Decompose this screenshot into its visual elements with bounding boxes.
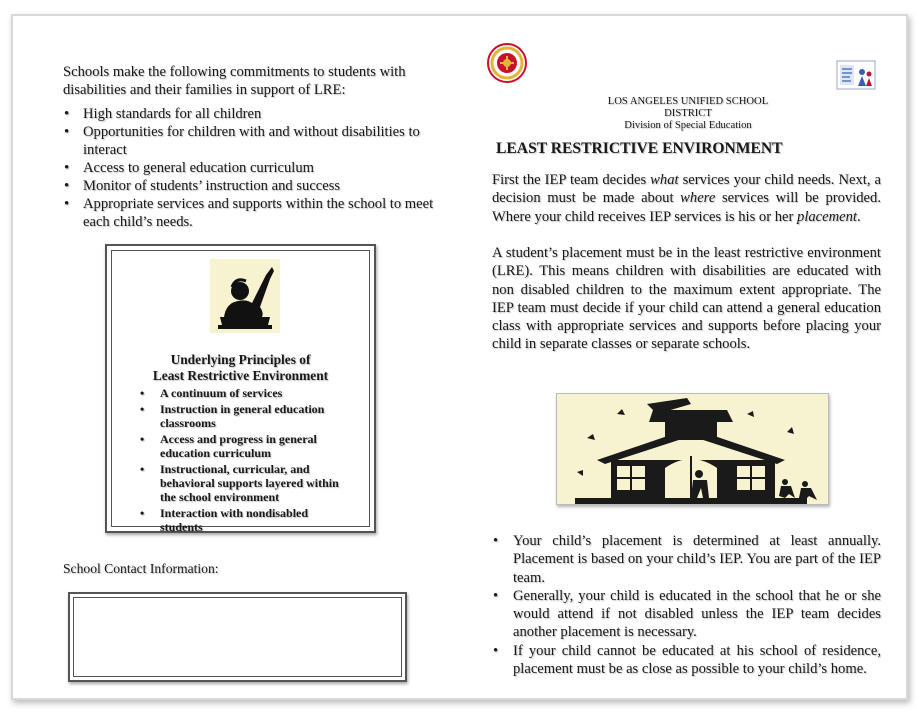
principles-list [138, 386, 353, 536]
principles-title-line: Underlying Principles of [170, 352, 311, 367]
text-run: services will be provided. Where your child receives IEP services is his or her [492, 190, 881, 225]
text-run: . [857, 208, 861, 225]
special-education-logo-icon [836, 60, 876, 90]
contact-info-inner-border [73, 597, 402, 677]
list-item: • Monitor of students’ instruction and success [63, 177, 453, 195]
principles-title [112, 352, 369, 384]
emphasis-what: what [650, 172, 679, 188]
text-run: services your child needs. Next, a decision must be made about [492, 172, 881, 207]
section-heading: LEAST RESTRICTIVE ENVIRONMENT [496, 140, 783, 157]
list-item: • Access and progress in general education curriculum [138, 432, 353, 461]
list-item: • Instructional, curricular, and behavioral supports layered within the school environment [138, 462, 353, 505]
district-seal-icon [487, 43, 527, 83]
emphasis-placement: placement [797, 208, 857, 225]
district-header [593, 96, 783, 132]
commitments-section [63, 63, 453, 231]
principles-box [105, 244, 376, 533]
placement-bullets [492, 532, 881, 678]
principles-inner-border [111, 250, 370, 535]
schoolhouse-icon [556, 393, 829, 505]
principles-title-line: Least Restrictive Environment [152, 368, 329, 383]
list-item: • Your child’s placement is determined at least annually. Placement is based on your child’s IEP. You are part of the IEP team. [492, 532, 881, 587]
contact-label: School Contact Information: [63, 561, 219, 576]
paragraph-lre-definition: A student’s placement must be in the least restrictive environment (LRE). This means children with disabilities are educated with non disabled children to the maximum extent appropriate. The IEP team must decide if your child can attend a general education class with appropriate services and supports before placing your child in separate classes or separate schools. [492, 245, 881, 353]
list-item: • High standards for all children [63, 105, 453, 123]
list-item: • Access to general education curriculum [63, 159, 453, 177]
list-item: • A continuum of services [138, 386, 353, 400]
student-raising-hand-icon [210, 259, 280, 333]
list-item: • Opportunities for children with and without disabilities to interact [63, 123, 453, 159]
contact-info-box [68, 592, 407, 682]
list-item: • Generally, your child is educated in the school that he or she would attend if not disabled unless the IEP team decides another placement is necessary. [492, 587, 881, 642]
paragraph-placement-intro [492, 171, 881, 226]
list-item: • If your child cannot be educated at his school of residence, placement must be as close as possible to your child’s home. [492, 642, 881, 679]
brochure-page [11, 14, 908, 700]
intro-text: Schools make the following commitments to students with disabilities and their families in support of LRE: [63, 64, 406, 98]
text-run: First the IEP team decides [492, 172, 651, 188]
commitments-list [63, 105, 453, 231]
emphasis-where: where [680, 190, 716, 207]
list-item: • Instruction in general education classrooms [138, 402, 353, 431]
district-name: LOS ANGELES UNIFIED SCHOOL DISTRICT [607, 96, 769, 119]
division-name: Division of Special Education [624, 120, 752, 131]
list-item: • Appropriate services and supports within the school to meet each child’s needs. [63, 195, 453, 231]
list-item: • Interaction with nondisabled students [138, 506, 353, 535]
